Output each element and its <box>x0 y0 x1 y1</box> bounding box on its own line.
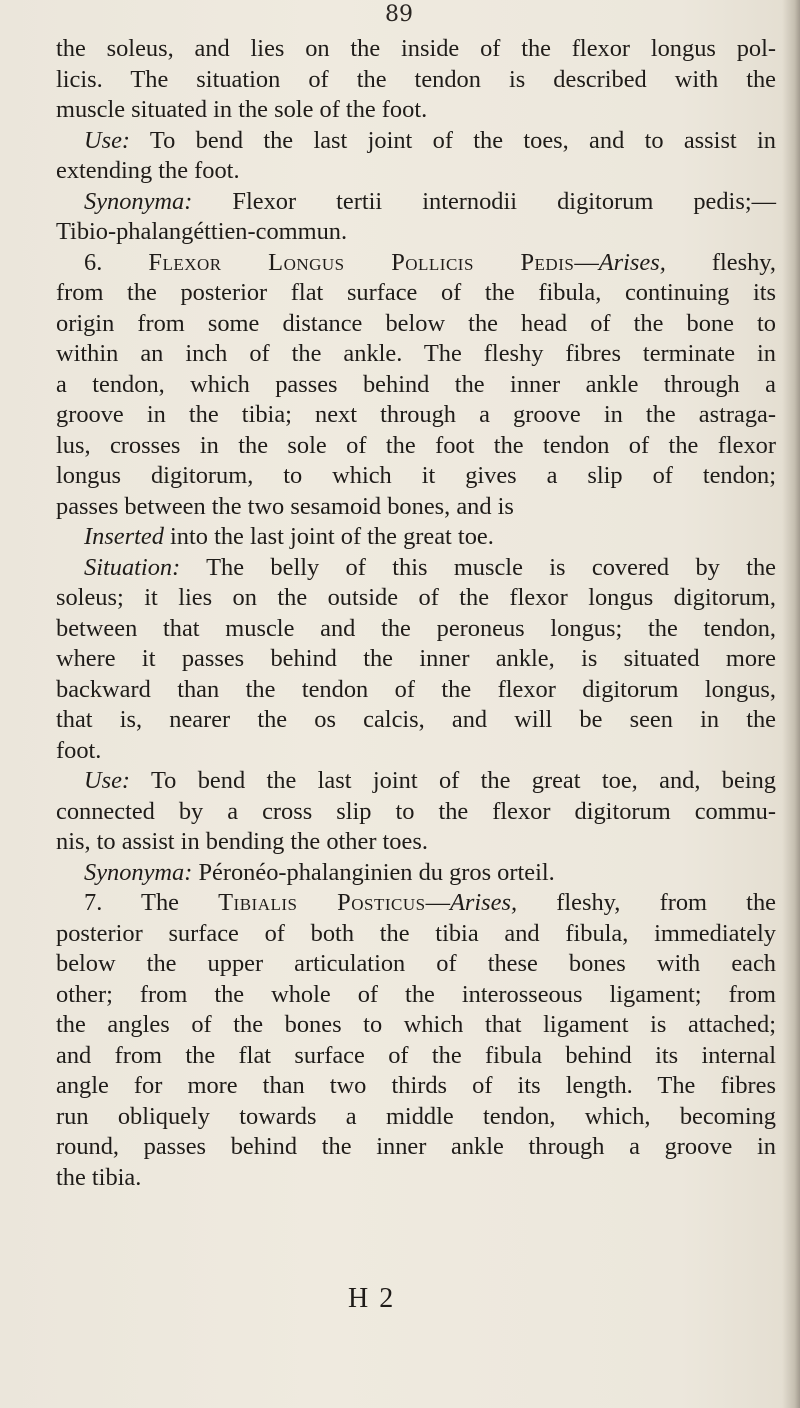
text-line <box>56 1041 776 1072</box>
section-prefix: The <box>141 889 219 916</box>
line-text: round, passes behind the inner ankle through a groove in <box>56 1133 776 1160</box>
text-line <box>56 614 776 645</box>
text-line <box>56 217 776 248</box>
line-text: nis, to assist in bending the other toes. <box>56 828 428 855</box>
text-line <box>56 553 776 584</box>
line-text: Flexor tertii internodii digitorum pedis;— <box>192 187 776 215</box>
line-text: To bend the last joint of the great toe, and, being <box>130 767 776 794</box>
line-text: The belly of this muscle is covered by the <box>180 553 776 581</box>
section-number: 6. <box>84 248 103 276</box>
line-text: backward than the tendon of the flexor digitorum longus, <box>56 675 776 703</box>
text-line <box>56 1132 776 1163</box>
line-text: run obliquely towards a middle tendon, which, becoming <box>56 1102 776 1130</box>
italic-label: Synonyma: <box>84 187 193 215</box>
text-line <box>56 461 776 492</box>
line-text: fleshy, <box>665 248 776 276</box>
text-line <box>56 583 776 614</box>
line-text: fleshy, from the <box>517 889 776 916</box>
line-text: connected by a cross slip to the flexor digitorum commu- <box>56 797 776 825</box>
line-text: from the posterior flat surface of the fibula, continuing its <box>56 279 776 306</box>
page-edge-shadow <box>782 0 800 1408</box>
text-line <box>56 1163 776 1194</box>
line-text: groove in the tibia; next through a groove in the astraga- <box>56 401 776 428</box>
heading-dash: — <box>425 889 450 916</box>
line-text: soleus; it lies on the outside of the flexor longus digitorum, <box>56 584 776 611</box>
line-text: between that muscle and the peroneus longus; the tendon, <box>56 614 776 642</box>
line-text: Tibio-phalangéttien-commun. <box>56 218 348 245</box>
text-line <box>56 400 776 431</box>
text-line <box>56 736 776 767</box>
italic-label: Arises, <box>598 248 666 276</box>
line-text: origin from some distance below the head of the bone to <box>56 309 776 337</box>
muscle-heading: Tibialis Posticus <box>218 889 426 916</box>
text-line <box>56 1102 776 1133</box>
text-line <box>56 705 776 736</box>
text-line <box>56 797 776 828</box>
text-line <box>56 919 776 950</box>
text-line <box>56 370 776 401</box>
line-text: extending the foot. <box>56 157 240 184</box>
body-text <box>56 34 776 1193</box>
italic-label: Synonyma: <box>84 858 193 886</box>
line-text: longus digitorum, to which it gives a slip of tendon; <box>56 462 776 489</box>
text-line <box>56 34 776 65</box>
text-line <box>56 95 776 126</box>
italic-label: Use: <box>84 767 131 794</box>
text-line <box>56 522 776 553</box>
text-line <box>56 492 776 523</box>
text-line <box>56 888 776 919</box>
line-text: where it passes behind the inner ankle, is situated more <box>56 645 776 672</box>
text-line <box>56 248 776 279</box>
text-line <box>56 156 776 187</box>
line-text: posterior surface of both the tibia and fibula, immediately <box>56 919 776 947</box>
text-line <box>56 644 776 675</box>
text-line <box>56 858 776 889</box>
italic-label: Situation: <box>84 553 181 581</box>
section-number: 7. <box>84 889 103 916</box>
line-text: and from the flat surface of the fibula behind its internal <box>56 1041 776 1069</box>
heading-dash: — <box>574 248 599 276</box>
text-line <box>56 766 776 797</box>
line-text: within an inch of the ankle. The fleshy fibres terminate in <box>56 340 776 367</box>
text-line <box>56 126 776 157</box>
text-line <box>56 949 776 980</box>
page-number: 89 <box>385 2 413 27</box>
italic-label: Arises, <box>450 889 518 916</box>
line-text: that is, nearer the os calcis, and will be seen in the <box>56 706 776 733</box>
line-text: Péronéo-phalanginien du gros orteil. <box>192 858 555 886</box>
text-line <box>56 278 776 309</box>
printer-signature-mark: H 2 <box>348 1283 396 1314</box>
muscle-heading: Flexor Longus Pollicis Pedis <box>148 248 575 276</box>
text-line <box>56 1010 776 1041</box>
line-text: To bend the last joint of the toes, and to assist in <box>130 126 776 154</box>
text-line <box>56 187 776 218</box>
text-line <box>56 827 776 858</box>
text-line <box>56 431 776 462</box>
italic-label: Inserted <box>84 523 164 550</box>
italic-label: Use: <box>84 126 131 154</box>
line-text: licis. The situation of the tendon is described with the <box>56 65 776 93</box>
line-text: lus, crosses in the sole of the foot the tendon of the flexor <box>56 431 776 459</box>
line-text: passes between the two sesamoid bones, and is <box>56 492 514 520</box>
line-text: angle for more than two thirds of its length. The fibres <box>56 1072 776 1099</box>
line-text: the tibia. <box>56 1163 142 1191</box>
line-text: other; from the whole of the interosseous ligament; from <box>56 980 776 1008</box>
line-text: muscle situated in the sole of the foot. <box>56 96 428 123</box>
line-text: into the last joint of the great toe. <box>163 523 494 550</box>
line-text: the soleus, and lies on the inside of the flexor longus pol- <box>56 35 776 62</box>
text-line <box>56 65 776 96</box>
text-line <box>56 339 776 370</box>
text-line <box>56 1071 776 1102</box>
line-text: a tendon, which passes behind the inner ankle through a <box>56 370 776 398</box>
line-text: foot. <box>56 736 102 764</box>
text-line <box>56 309 776 340</box>
text-line <box>56 675 776 706</box>
text-line <box>56 980 776 1011</box>
line-text: the angles of the bones to which that ligament is attached; <box>56 1011 776 1038</box>
line-text: below the upper articulation of these bones with each <box>56 950 776 977</box>
